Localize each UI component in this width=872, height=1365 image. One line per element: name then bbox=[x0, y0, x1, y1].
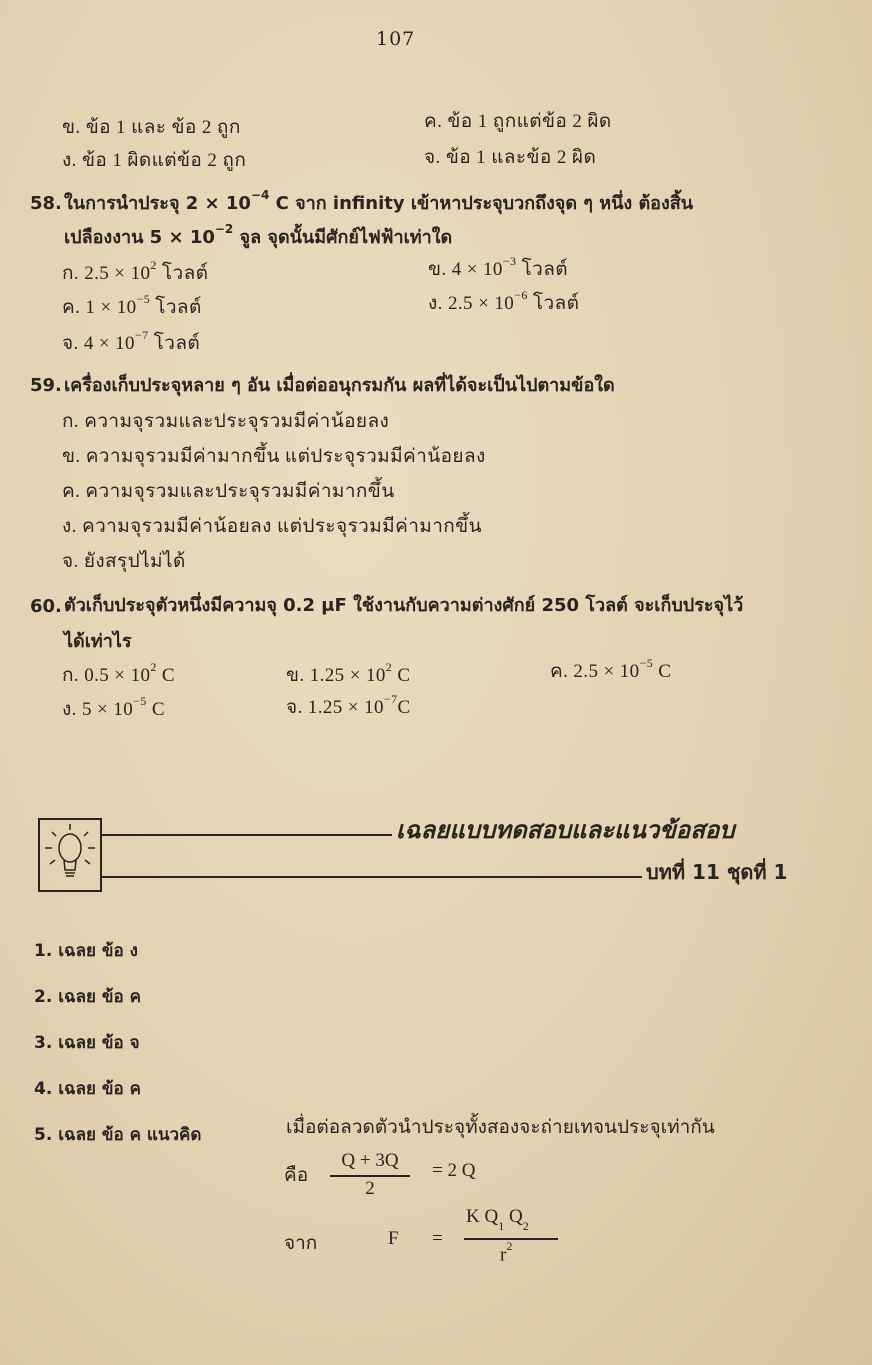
q58-option-b-unit: โวลต์ bbox=[516, 259, 568, 280]
q60-option-a-unit: C bbox=[156, 665, 176, 686]
q60-option-d bbox=[62, 694, 165, 724]
page-number: 107 bbox=[376, 28, 416, 50]
answer-3: 3. เฉลย ข้อ จ bbox=[34, 1033, 140, 1053]
eq1-result: = 2 Q bbox=[432, 1160, 476, 1181]
q60-option-e-text: จ. 1.25 × 10 bbox=[286, 697, 384, 718]
banner-rule-top bbox=[102, 834, 392, 836]
q58-line2-exp: −2 bbox=[214, 222, 234, 236]
eq2-num-k: K Q bbox=[466, 1206, 499, 1227]
prev-option-b: ข. ข้อ 1 และ ข้อ 2 ถูก bbox=[62, 117, 241, 138]
q60-number: 60. bbox=[30, 596, 62, 617]
q59-number: 59. bbox=[30, 375, 62, 396]
q58-option-a-unit: โวลต์ bbox=[156, 263, 209, 284]
q58-option-b bbox=[428, 254, 568, 284]
q58-option-d-text: ง. 2.5 × 10 bbox=[428, 293, 515, 314]
prev-option-d: ง. ข้อ 1 ผิดแต่ข้อ 2 ถูก bbox=[62, 150, 247, 171]
q60-option-d-unit: C bbox=[146, 699, 165, 720]
answer-2: 2. เฉลย ข้อ ค bbox=[34, 987, 142, 1007]
eq1-fraction-bar bbox=[330, 1175, 410, 1177]
q59-option-b: ข. ความจุรวมมีค่ามากขึ้น แต่ประจุรวมมีค่าน้อยลง bbox=[62, 446, 486, 467]
q60-option-b-exp: 2 bbox=[385, 659, 393, 674]
q58-option-c bbox=[62, 292, 202, 322]
q59-option-a: ก. ความจุรวมและประจุรวมมีค่าน้อยลง bbox=[62, 411, 390, 432]
q58-option-e-unit: โวลต์ bbox=[148, 333, 201, 354]
q59-option-e: จ. ยังสรุปไม่ได้ bbox=[62, 551, 186, 572]
q58-option-b-exp: −3 bbox=[502, 253, 517, 268]
banner-title: เฉลยแบบทดสอบและแนวข้อสอบ bbox=[396, 816, 735, 844]
eq2-num-sub1: 1 bbox=[498, 1218, 505, 1233]
q58-line1-b: C จาก infinity เข้าหาประจุบวกถึงจุด ๆ หนึ่ง ต้องสิ้น bbox=[269, 193, 694, 214]
q60-option-c-exp: −5 bbox=[639, 655, 654, 670]
q60-option-a-text: ก. 0.5 × 10 bbox=[62, 665, 151, 686]
q58-line1-a: ในการนำประจุ 2 × 10 bbox=[64, 193, 251, 214]
q58-number: 58. bbox=[30, 193, 62, 214]
prev-option-c: ค. ข้อ 1 ถูกแต่ข้อ 2 ผิด bbox=[424, 111, 612, 132]
q60-option-a-exp: 2 bbox=[150, 659, 157, 674]
q58-option-d bbox=[428, 288, 579, 318]
q60-option-b bbox=[286, 660, 410, 690]
q58-line2 bbox=[64, 222, 452, 251]
q60-option-a bbox=[62, 660, 175, 690]
eq2-num-q2: Q bbox=[504, 1206, 523, 1227]
q58-option-d-exp: −6 bbox=[514, 287, 528, 302]
eq2-den-r: r bbox=[500, 1244, 507, 1266]
q60-option-b-text: ข. 1.25 × 10 bbox=[286, 665, 386, 686]
eq2-num-sub2: 2 bbox=[522, 1218, 529, 1233]
eq2-prefix: จาก bbox=[284, 1233, 318, 1254]
q58-option-d-unit: โวลต์ bbox=[527, 293, 580, 314]
banner-subtitle: บทที่ 11 ชุดที่ 1 bbox=[646, 860, 788, 884]
q60-line2: ได้เท่าไร bbox=[64, 631, 132, 652]
answer-5-label: 5. เฉลย ข้อ ค แนวคิด bbox=[34, 1125, 202, 1145]
q58-line1-exp: −4 bbox=[250, 188, 270, 202]
q58-option-e-exp: −7 bbox=[134, 327, 149, 342]
q60-option-c-text: ค. 2.5 × 10 bbox=[550, 661, 640, 682]
q60-option-d-text: ง. 5 × 10 bbox=[62, 699, 134, 720]
eq1-prefix: คือ bbox=[284, 1165, 309, 1186]
q60-option-c-unit: C bbox=[653, 661, 672, 682]
q59-option-d: ง. ความจุรวมมีค่าน้อยลง แต่ประจุรวมมีค่ามากขึ้น bbox=[62, 516, 482, 537]
eq2-lhs: F bbox=[388, 1228, 399, 1249]
q58-option-c-unit: โวลต์ bbox=[150, 297, 202, 318]
eq2-equals: = bbox=[432, 1228, 443, 1249]
prev-option-e: จ. ข้อ 1 และข้อ 2 ผิด bbox=[424, 147, 597, 168]
q58-option-c-text: ค. 1 × 10 bbox=[62, 297, 137, 318]
q58-option-c-exp: −5 bbox=[136, 291, 151, 306]
answer-5-text: เมื่อต่อลวดตัวนำประจุทั้งสองจะถ่ายเทจนประจุเท่ากัน bbox=[286, 1117, 715, 1138]
q60-option-c bbox=[550, 656, 671, 686]
q58-line2-a: เปลืองงาน 5 × 10 bbox=[64, 227, 215, 248]
eq2-numerator bbox=[466, 1206, 529, 1231]
answer-4: 4. เฉลย ข้อ ค bbox=[34, 1079, 142, 1099]
q58-option-a-exp: 2 bbox=[150, 257, 157, 272]
lightbulb-icon bbox=[38, 818, 102, 892]
q60-line1: ตัวเก็บประจุตัวหนึ่งมีความจุ 0.2 μF ใช้งานกับความต่างศักย์ 250 โวลต์ จะเก็บประจุไว้ bbox=[64, 595, 744, 616]
q59-option-c: ค. ความจุรวมและประจุรวมมีค่ามากขึ้น bbox=[62, 481, 395, 502]
banner-rule-bottom bbox=[102, 876, 642, 878]
q58-option-b-text: ข. 4 × 10 bbox=[428, 259, 503, 280]
eq2-den-exp: 2 bbox=[506, 1239, 513, 1253]
eq2-denominator bbox=[500, 1239, 513, 1266]
q60-option-e-exp: −7 bbox=[383, 691, 398, 706]
q59-text: เครื่องเก็บประจุหลาย ๆ อัน เมื่อต่ออนุกรมกัน ผลที่ได้จะเป็นไปตามข้อใด bbox=[64, 375, 615, 396]
q58-option-e-text: จ. 4 × 10 bbox=[62, 333, 135, 354]
answer-1: 1. เฉลย ข้อ ง bbox=[34, 941, 138, 961]
q58-line1 bbox=[64, 188, 693, 217]
q58-option-a bbox=[62, 258, 208, 288]
q58-option-a-text: ก. 2.5 × 10 bbox=[62, 263, 151, 284]
q60-option-d-exp: −5 bbox=[133, 693, 147, 708]
q60-option-e bbox=[286, 692, 411, 722]
q60-option-e-unit: C bbox=[397, 697, 411, 718]
q58-line2-b: จูล จุดนั้นมีศักย์ไฟฟ้าเท่าใด bbox=[233, 227, 453, 248]
q58-option-e bbox=[62, 328, 200, 358]
q60-option-b-unit: C bbox=[392, 665, 411, 686]
eq1-denominator: 2 bbox=[365, 1178, 375, 1199]
eq1-numerator: Q + 3Q bbox=[341, 1150, 399, 1171]
